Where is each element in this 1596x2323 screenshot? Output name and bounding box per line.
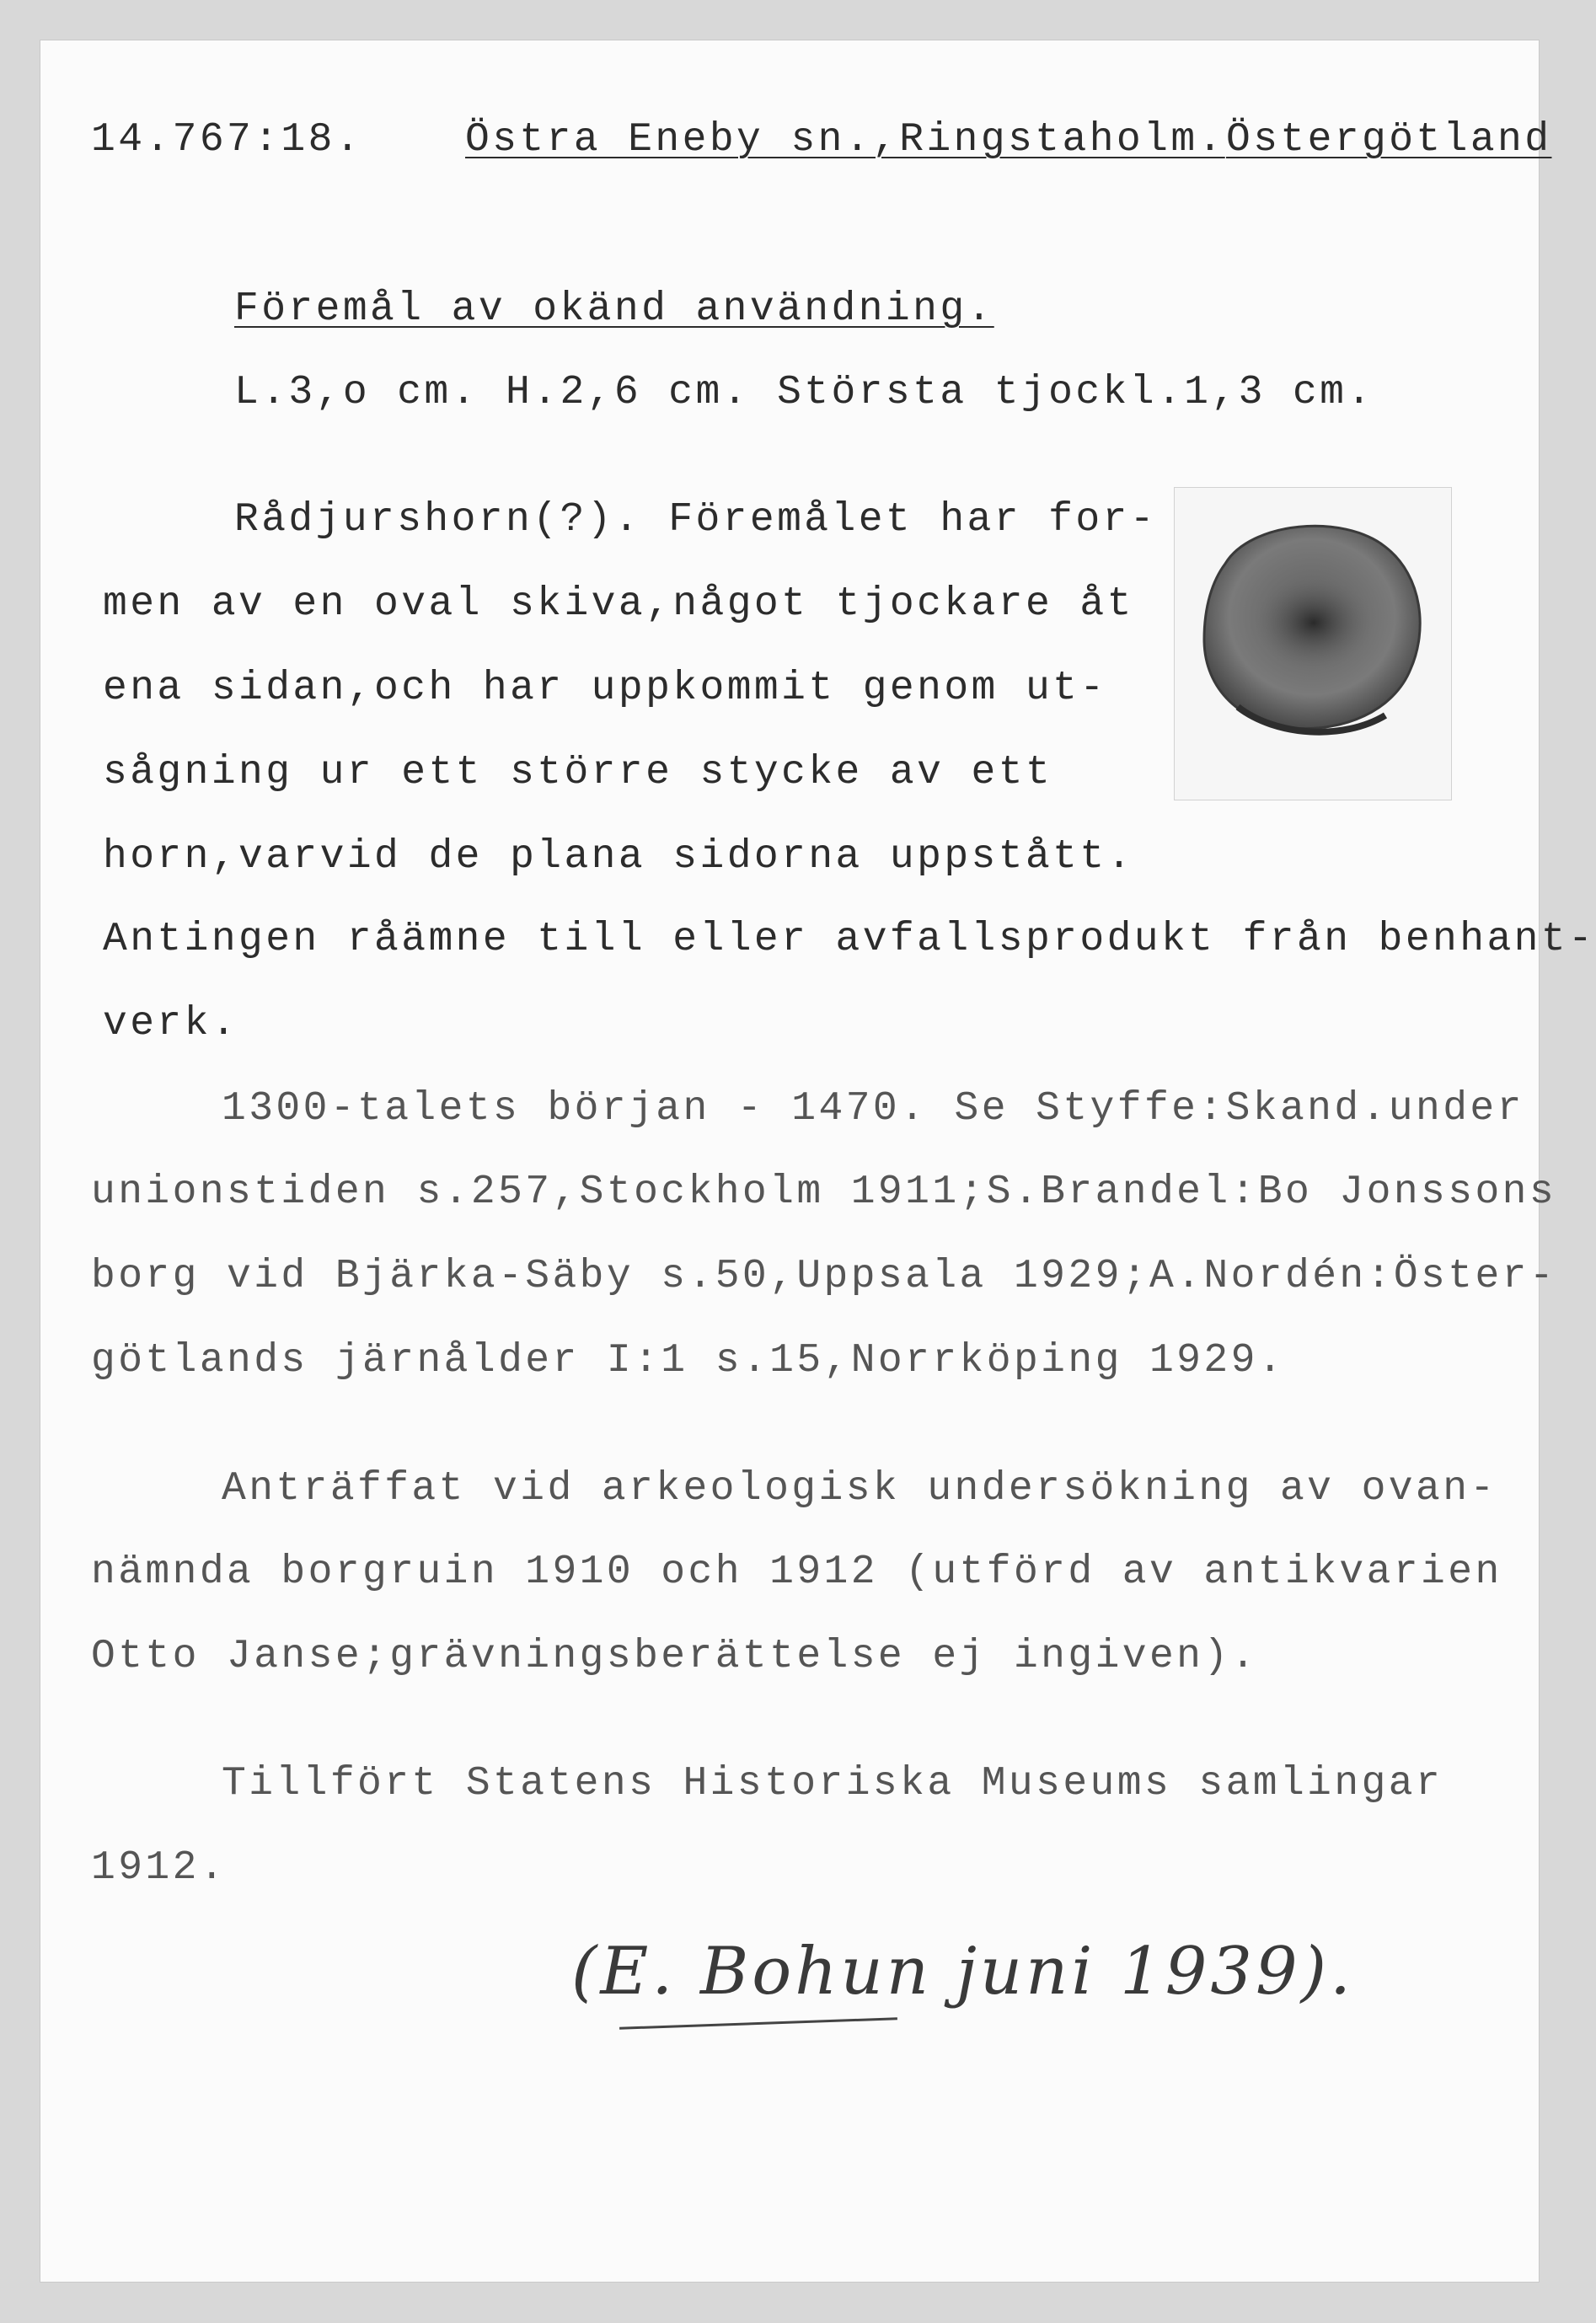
object-photo-image: [1175, 488, 1451, 800]
description-line: Antingen råämne till eller avfallsprodukt från benhant-: [103, 917, 1596, 962]
description-line: men av en oval skiva,något tjockare åt: [103, 581, 1134, 627]
acquisition-line: Tillfört Statens Historiska Museums samlingar: [222, 1761, 1443, 1806]
find-line: Anträffat vid arkeologisk undersökning av ovan-: [222, 1466, 1497, 1512]
acquisition-line: 1912.: [91, 1845, 228, 1891]
description-line: sågning ur ett större stycke av ett: [103, 750, 1053, 795]
dating-line: 1300-talets början - 1470. Se Styffe:Skand.under: [222, 1086, 1524, 1132]
find-line: Otto Janse;grävningsberättelse ej ingiven).: [91, 1634, 1258, 1679]
object-photo: [1174, 487, 1452, 800]
description-line: verk.: [103, 1001, 239, 1046]
object-dimensions: L.3,o cm. H.2,6 cm. Största tjockl.1,3 cm.: [234, 370, 1374, 415]
dating-line: unionstiden s.257,Stockholm 1911;S.Brandel:Bo Jonssons: [91, 1170, 1557, 1215]
handwritten-signature: (E. Bohun juni 1939).: [571, 1934, 1354, 2010]
object-title: Föremål av okänd användning.: [234, 286, 994, 332]
province: Östergötland: [1226, 117, 1552, 163]
description-line: Rådjurshorn(?). Föremålet har for-: [234, 497, 1157, 543]
dating-line: götlands järnålder I:1 s.15,Norrköping 1929.: [91, 1338, 1286, 1384]
find-location: Östra Eneby sn.,Ringstaholm.: [465, 117, 1225, 163]
dating-line: borg vid Bjärka-Säby s.50,Uppsala 1929;A.Nordén:Öster-: [91, 1254, 1557, 1299]
find-line: nämnda borgruin 1910 och 1912 (utförd av antikvarien: [91, 1550, 1502, 1595]
catalog-number: 14.767:18.: [91, 117, 363, 163]
description-line: horn,varvid de plana sidorna uppstått.: [103, 834, 1134, 880]
description-line: ena sidan,och har uppkommit genom ut-: [103, 666, 1107, 711]
